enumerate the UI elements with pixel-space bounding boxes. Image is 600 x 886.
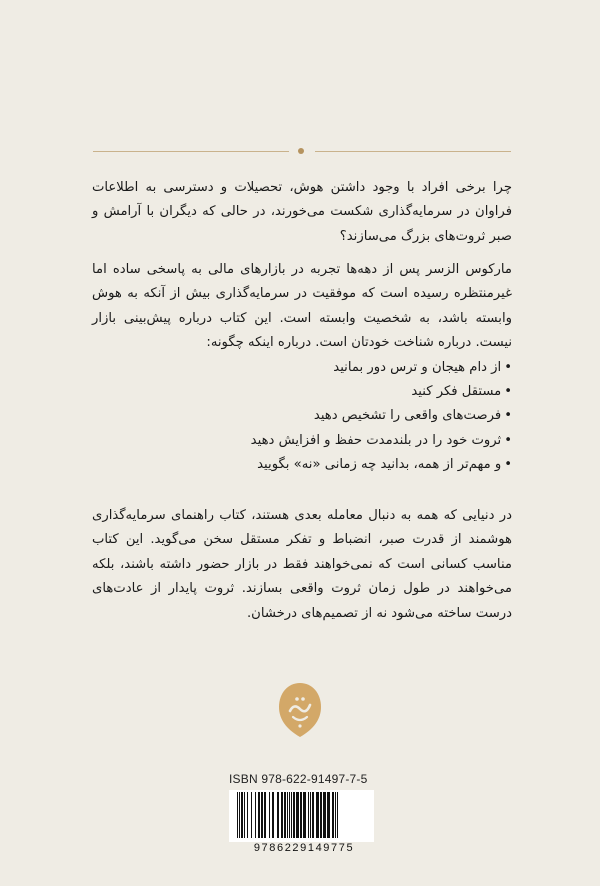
barcode-bar [312,792,314,838]
barcode-bar [287,792,288,838]
barcode-bar [272,792,274,838]
barcode-bar [239,792,240,838]
barcode-bar [284,792,286,838]
barcode-bar [241,792,243,838]
barcode-bar [332,792,334,838]
list-item: •مستقل فکر کنید [411,384,512,400]
barcode-bar [291,792,292,838]
barcode-bar [289,792,290,838]
barcode-bar [303,792,306,838]
barcode [229,790,374,842]
barcode-bar [251,792,252,838]
barcode-bars-icon [235,792,369,840]
barcode-bar [255,792,256,838]
barcode-bar [261,792,263,838]
barcode-bar [296,792,299,838]
list-item: •ثروت خود را در بلندمدت حفظ و افزایش دهید [250,432,512,448]
barcode-bar [320,792,322,838]
divider-line-right [315,151,511,152]
bullet-icon: • [504,408,512,424]
description-lead: مارکوس الزسر پس از دهه‌ها تجربه در بازارهای مالی به پاسخی ساده اما غیرمنتظره رسیده است که موفقیت در سرمایه‌گذاری بیش از آنکه به هوش وابسته باشد، به شخصیت وابسته است. این کتاب درباره پیش‌بینی بازار نیست. درباره شناخت خودتان است. درباره اینکه چگونه: [92,262,512,351]
barcode-bar [308,792,309,838]
list-item: •فرصت‌های واقعی را تشخیص دهید [313,408,512,424]
barcode-bar [264,792,266,838]
closing-paragraph: در دنیایی که همه به دنبال معامله بعدی هستند، کتاب راهنمای سرمایه‌گذاری هوشمند از قدرت صبر، انضباط و تفکر مستقل سخن می‌گوید. این کتاب مناسب کسانی است که نمی‌خواهند فقط در بازار حضور داشته باشند، بلکه می‌خواهند در طول زمان ثروت واقعی بسازند. ثروت پایدار از عادت‌های درست ساخته می‌شود نه از تصمیم‌های درخشان. [92,508,512,621]
barcode-bar [323,792,326,838]
barcode-bar [244,792,245,838]
barcode-bar [337,792,338,838]
description-paragraph [92,258,512,478]
bullet-list [92,356,512,478]
bullet-icon: • [504,359,512,375]
list-item: •و مهم‌تر از همه، بدانید چه زمانی «نه» بگویید [257,457,512,473]
barcode-bar [277,792,279,838]
bullet-icon: • [504,432,512,448]
bullet-icon: • [504,384,512,400]
barcode-bar [300,792,302,838]
barcode-bar [310,792,311,838]
intro-paragraph: چرا برخی افراد با وجود داشتن هوش، تحصیلات و دسترسی به اطلاعات فراوان در سرمایه‌گذاری شکست می‌خورند، در حالی که دیگران با آرامش و صبر ثروت‌های بزرگ می‌سازند؟ [92,180,512,244]
isbn-label: ISBN 978-622-91497-7-5 [229,772,368,786]
list-item: •از دام هیجان و ترس دور بمانید [333,359,512,375]
barcode-bar [269,792,270,838]
barcode-bar [258,792,260,838]
barcode-number: 9786229149775 [253,842,355,854]
barcode-bar [237,792,238,838]
barcode-bar [281,792,283,838]
barcode-bar [316,792,319,838]
bullet-icon: • [504,457,512,473]
barcode-bar [335,792,336,838]
ornamental-divider [93,151,511,153]
barcode-bar [247,792,248,838]
publisher-logo-icon [276,681,324,739]
divider-line-left [93,151,289,152]
divider-dot-icon [298,148,304,154]
barcode-bar [293,792,295,838]
barcode-bar [327,792,330,838]
